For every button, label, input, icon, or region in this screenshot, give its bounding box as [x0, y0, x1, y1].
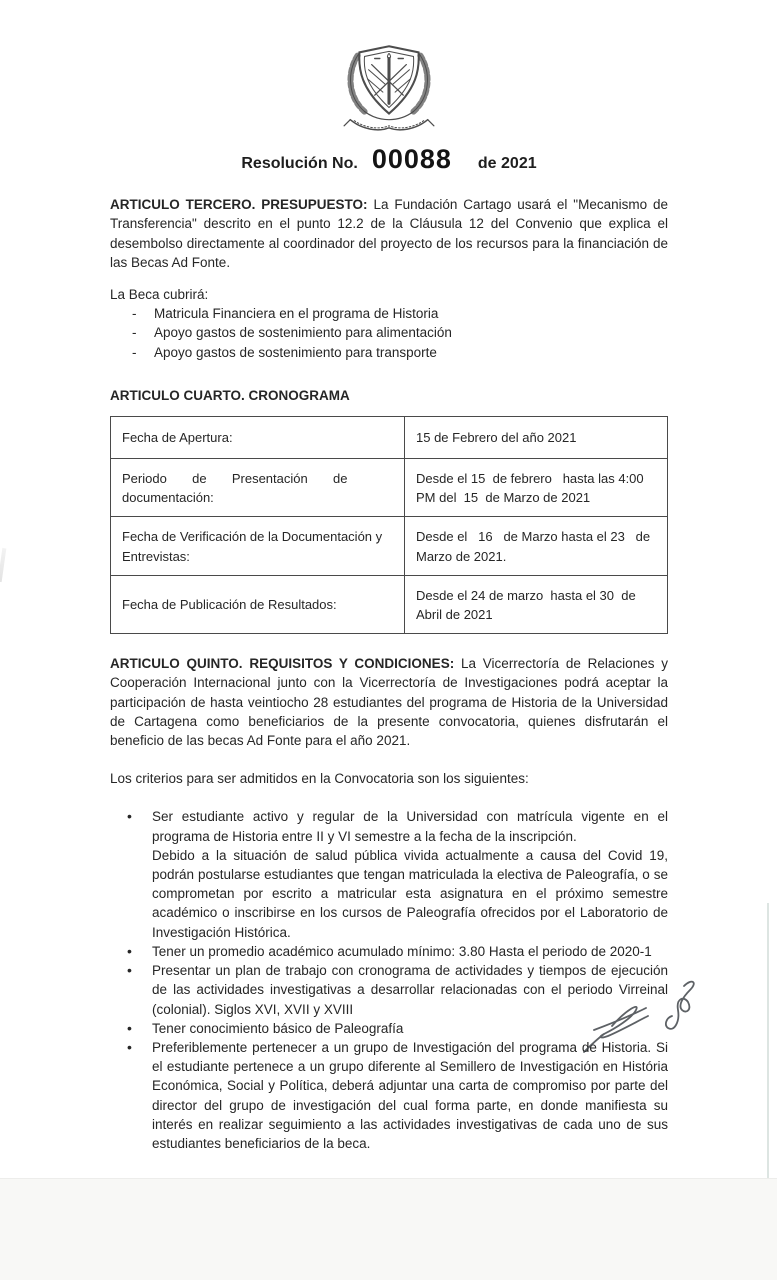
table-cell-label: Fecha de Verificación de la Documentación y Entrevistas: [111, 517, 405, 575]
list-item-line: Ser estudiante activo y regular de la Universidad con matrícula vigente en el programa de Historia entre II y VI semestre a la fecha de la inscripción. [152, 809, 668, 844]
table-row [111, 459, 668, 517]
table-cell-value: Desde el 16 de Marzo hasta el 23 de Marzo de 2021. [405, 517, 668, 575]
articulo-cuarto-heading: ARTICULO CUARTO. CRONOGRAMA [110, 387, 350, 403]
list-item [110, 304, 668, 323]
resolution-number: 00088 [371, 144, 452, 174]
list-item-text [152, 942, 668, 961]
list-item [110, 942, 668, 961]
articulo-tercero-paragraph [110, 195, 668, 272]
list-item-line: Tener un promedio académico acumulado mínimo: 3.80 Hasta el periodo de 2020-1 [152, 943, 652, 959]
list-item-line: Preferiblemente pertenecer a un grupo de Investigación del programa de Historia. Si el estudiante pertenece a un grupo diferente al Semillero de Investigación en História Económica, Social y Política, deberá adjuntar una carta de compromiso por parte del director del grupo de investigación del cual forma parte, en donde manifiesta su interés en realizar seguimiento a las actividades investigativas de cada uno de sus estudiantes beneficiarios de la beca. [152, 1039, 668, 1151]
dash-marker: - [132, 344, 137, 360]
articulo-tercero-heading: ARTICULO TERCERO. PRESUPUESTO: [110, 197, 368, 213]
table-cell-value: Desde el 24 de marzo hasta el 30 de Abril de 2021 [405, 575, 668, 633]
scan-edge-artifact-left [0, 548, 6, 582]
university-crest-logo [338, 36, 440, 134]
list-item-line: Tener conocimiento básico de Paleografía [152, 1020, 404, 1036]
dash-marker: - [132, 325, 137, 341]
resolution-year: de 2021 [477, 155, 537, 172]
articulo-quinto-heading: ARTICULO QUINTO. REQUISITOS Y CONDICIONES: [110, 656, 455, 672]
list-item-text: Matricula Financiera en el programa de Historia [154, 306, 439, 322]
table-cell-label: Fecha de Apertura: [111, 417, 405, 459]
dash-marker: - [132, 306, 137, 322]
bullet-marker: • [127, 808, 132, 825]
beca-coverage-list [110, 304, 668, 362]
table-row [111, 417, 668, 459]
resolution-title [110, 144, 668, 174]
list-item-line: Presentar un plan de trabajo con cronograma de actividades y tiempos de ejecución de las actividades investigativas a desarrollar relacionadas con el periodo Virreinal (colonial). Siglos XVI, XVII y XVIII [152, 963, 668, 1017]
bullet-marker: • [127, 962, 132, 979]
resolution-title-prefix: Resolución No. [241, 155, 358, 172]
list-item-line: Debido a la situación de salud pública vivida actualmente a causa del Covid 19, podrán postularse estudiantes que tengan matriculada la electiva de Paleografía, o se comprometan por escrito a matricular esta asignatura en el próximo semestre académico o inscribirse en los cursos de Paleografía ofrecidos por el Laboratorio de Investigación Histórica. [152, 847, 668, 940]
list-item [110, 323, 668, 342]
list-item-text: Apoyo gastos de sostenimiento para alimentación [154, 325, 452, 341]
table-cell-label: Periodo de Presentación de documentación: [111, 459, 405, 517]
list-item-text [152, 807, 668, 941]
list-item [110, 343, 668, 362]
articulo-tercero-body: La Fundación Cartago usará el "Mecanismo de Transferencia" descrito en el punto 12.2 de la Cláusula 12 del Convenio que explica el desembolso directamente al coordinador del proyecto de los recursos para la financiación de las Becas Ad Fonte. [110, 197, 668, 270]
cronograma-table [110, 416, 668, 634]
articulo-quinto-paragraph [110, 654, 668, 750]
table-cell-value: Desde el 15 de febrero hasta las 4:00 PM del 15 de Marzo de 2021 [405, 459, 668, 517]
bullet-marker: • [127, 1019, 132, 1036]
criteria-intro: Los criterios para ser admitidos en la Convocatoria son los siguientes: [110, 771, 529, 787]
table-row [111, 517, 668, 575]
table-row [111, 575, 668, 633]
scan-edge-artifact-right [767, 903, 769, 1181]
list-item [110, 807, 668, 941]
list-item-text: Apoyo gastos de sostenimiento para transporte [154, 344, 437, 360]
table-cell-label: Fecha de Publicación de Resultados: [111, 575, 405, 633]
articulo-quinto-body: La Vicerrectoría de Relaciones y Cooperación Internacional junto con la Vicerrectoría de Investigaciones podrá aceptar la participación de hasta veintiocho 28 estudiantes del programa de Historia de la Universidad de Cartagena como beneficiarios de la presente convocatoria, quienes disfrutarán el beneficio de las becas Ad Fonte para el año 2021. [110, 656, 668, 749]
scan-page-bottom-edge [0, 1178, 777, 1280]
handwritten-initials [582, 968, 722, 1058]
beca-intro: La Beca cubrirá: [110, 287, 209, 303]
bullet-marker: • [127, 942, 132, 959]
table-cell-value: 15 de Febrero del año 2021 [405, 417, 668, 459]
bullet-marker: • [127, 1038, 132, 1055]
